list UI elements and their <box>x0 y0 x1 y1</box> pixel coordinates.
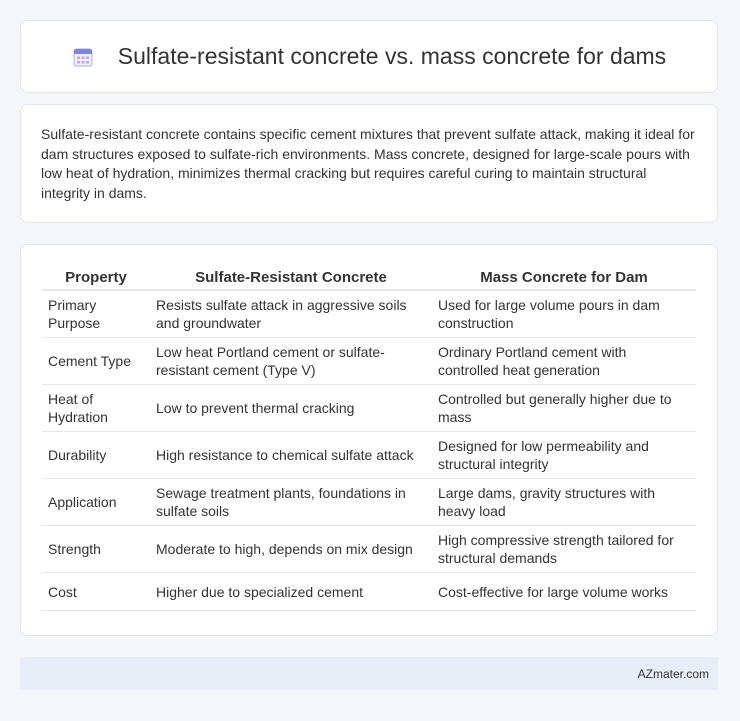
table-row <box>42 385 696 432</box>
table-cell: Primary Purpose <box>42 290 150 338</box>
table-cell: Strength <box>42 526 150 573</box>
table-cell: Designed for low permeability and structural integrity <box>432 432 696 479</box>
table-cell: Moderate to high, depends on mix design <box>150 526 432 573</box>
table-cell: Higher due to specialized cement <box>150 573 432 611</box>
table-row <box>42 338 696 385</box>
comparison-table <box>42 265 696 611</box>
intro-text: Sulfate-resistant concrete contains specific cement mixtures that prevent sulfate attack, making it ideal for dam structures exposed to sulfate-rich environments. Mass concrete, designed for large-scale pours with low heat of hydration, minimizes thermal cracking but requires careful curing to maintain structural integrity in dams. <box>41 126 695 201</box>
table-cell: Ordinary Portland cement with controlled heat generation <box>432 338 696 385</box>
table-cell: Sewage treatment plants, foundations in sulfate soils <box>150 479 432 526</box>
table-row <box>42 479 696 526</box>
comparison-card <box>20 244 718 636</box>
table-cell: Resists sulfate attack in aggressive soils and groundwater <box>150 290 432 338</box>
column-header: Sulfate-Resistant Concrete <box>150 265 432 290</box>
table-cell: Used for large volume pours in dam construction <box>432 290 696 338</box>
table-cell: Application <box>42 479 150 526</box>
table-header-row <box>42 265 696 290</box>
table-cell: Heat of Hydration <box>42 385 150 432</box>
table-cell: Low to prevent thermal cracking <box>150 385 432 432</box>
footer-brand[interactable]: AZmater.com <box>637 666 709 681</box>
table-row <box>42 526 696 573</box>
table-cell: High compressive strength tailored for structural demands <box>432 526 696 573</box>
table-row <box>42 432 696 479</box>
column-header: Mass Concrete for Dam <box>432 265 696 290</box>
table-cell: Low heat Portland cement or sulfate-resistant cement (Type V) <box>150 338 432 385</box>
table-cell: Large dams, gravity structures with heavy load <box>432 479 696 526</box>
table-row <box>42 290 696 338</box>
table-cell: Cement Type <box>42 338 150 385</box>
table-cell: Cost <box>42 573 150 611</box>
column-header: Property <box>42 265 150 290</box>
intro-card <box>20 104 718 223</box>
calendar-icon <box>72 46 94 68</box>
title-card <box>20 20 718 93</box>
table-cell: Durability <box>42 432 150 479</box>
page-title: Sulfate-resistant concrete vs. mass concrete for dams <box>117 43 667 69</box>
table-cell: Controlled but generally higher due to mass <box>432 385 696 432</box>
table-cell: Cost-effective for large volume works <box>432 573 696 611</box>
table-row <box>42 573 696 611</box>
table-cell: High resistance to chemical sulfate attack <box>150 432 432 479</box>
footer-bar <box>20 657 718 690</box>
